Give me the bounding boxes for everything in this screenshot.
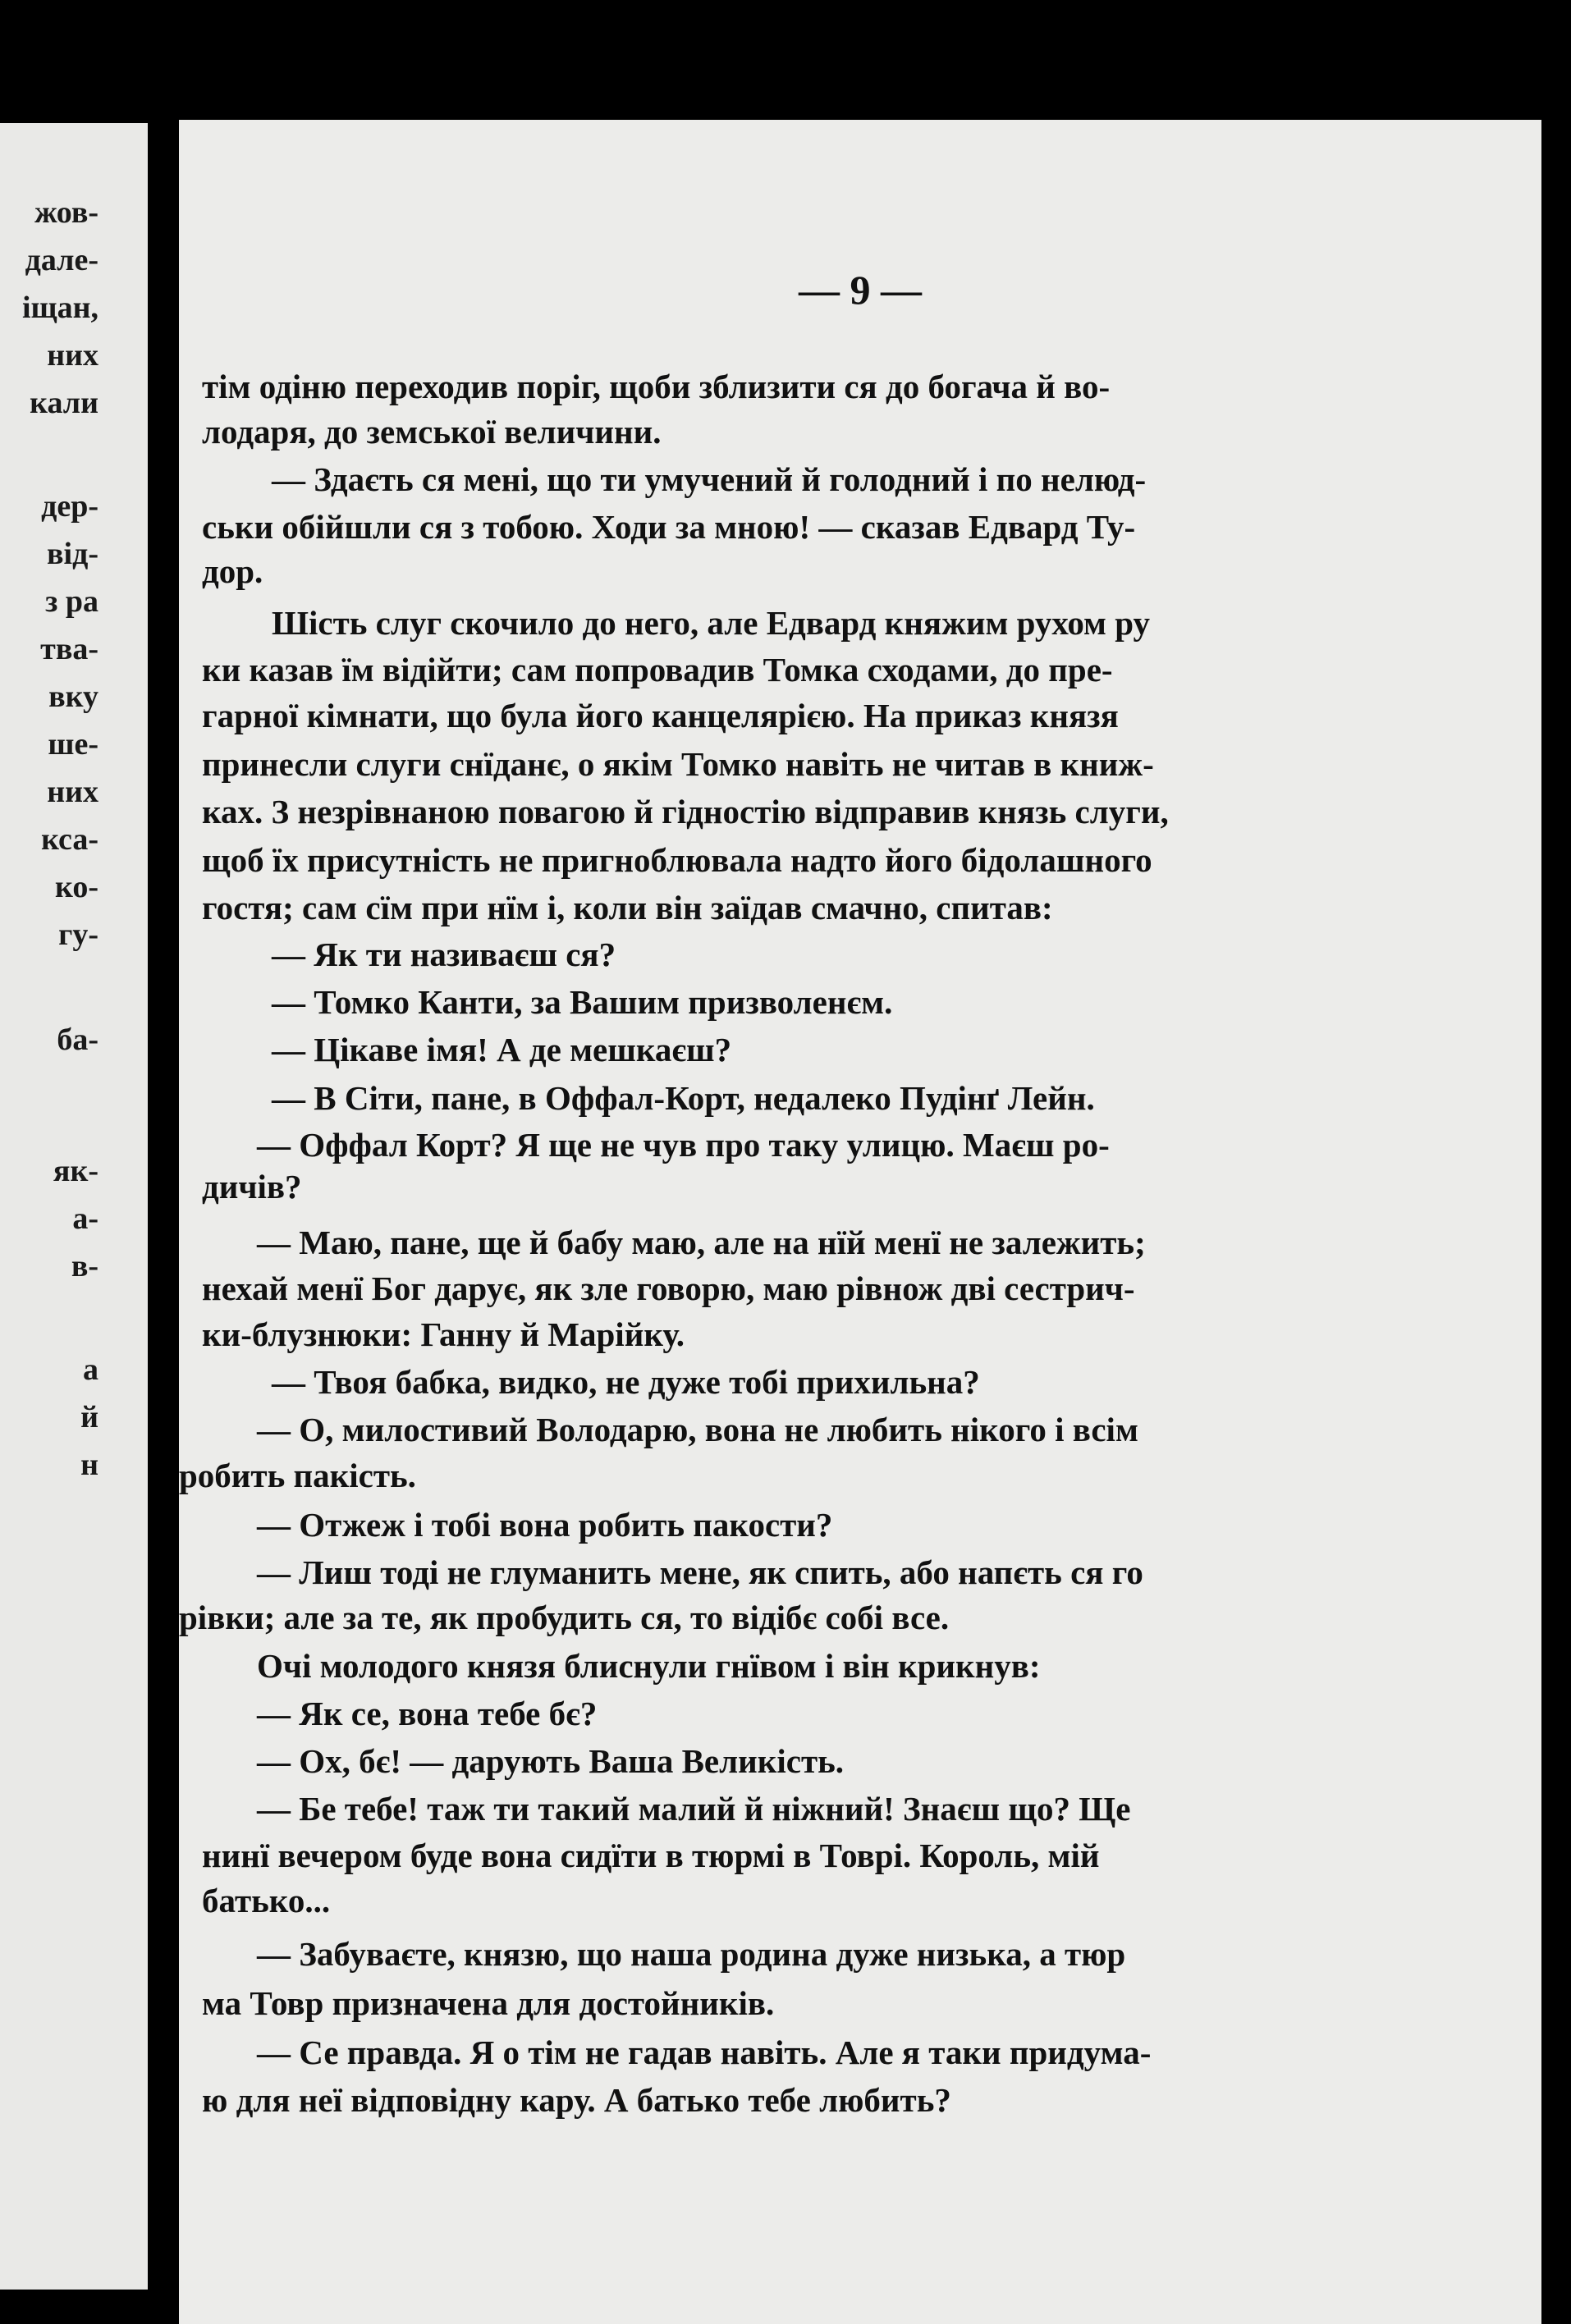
text-line: ма Товр призначена для достойників.: [202, 1984, 775, 2022]
left-page-line: а: [83, 1352, 98, 1387]
left-page-line: гу-: [58, 917, 98, 952]
text-line: гостя; сам сїм при нїм і, коли він заїдав смачно, спитав:: [202, 889, 1053, 926]
text-line: Очі молодого князя блиснули гнївом і він крикнув:: [257, 1647, 1041, 1685]
left-page-line: в-: [71, 1249, 98, 1283]
page-number: — 9 —: [799, 267, 922, 313]
book-page: [179, 120, 1541, 2324]
text-line: — Як ти називаєш ся?: [272, 936, 616, 973]
text-line: дор.: [202, 552, 263, 590]
text-line: ю для неї відповідну кару. А батько тебе любить?: [202, 2081, 951, 2119]
text-line: Шість слуг скочило до него, але Едвард княжим рухом ру: [272, 604, 1150, 642]
left-page-line: від-: [47, 537, 98, 571]
text-line: нинї вечером буде вона сидїти в тюрмі в Товрі. Король, мій: [202, 1837, 1100, 1874]
text-line: — Се правда. Я о тім не гадав навіть. Але я таки придума-: [257, 2034, 1152, 2071]
left-page-line: ко-: [54, 870, 98, 904]
text-line: щоб їх присутність не пригноблювала надто його бідолашного: [202, 841, 1152, 879]
text-line: — Здаєть ся мені, що ти умучений й голодний і по нелюд-: [272, 460, 1147, 498]
text-line: лодаря, до земської величини.: [202, 413, 662, 451]
text-line: — Твоя бабка, видко, не дуже тобі прихильна?: [272, 1363, 980, 1401]
text-line: ськи обійшли ся з тобою. Ходи за мною! — сказав Едвард Ту-: [202, 508, 1136, 546]
left-page-line: ше-: [48, 727, 98, 762]
text-line: — Бе тебе! таж ти такий малий й ніжний! Знаєш що? Ще: [257, 1790, 1131, 1828]
text-line: нехай менї Бог дарує, як зле говорю, маю рівнож дві сестрич-: [202, 1270, 1135, 1307]
left-page-line: них: [47, 775, 98, 809]
text-line: принесли слуги снїданє, о якім Томко навіть не читав в книж-: [202, 745, 1154, 783]
text-line: — Забуваєте, князю, що наша родина дуже низька, а тюр: [257, 1935, 1126, 1973]
text-line: рівки; але за те, як пробудить ся, то відібє собі все.: [179, 1599, 950, 1636]
left-page-line: дер-: [41, 489, 98, 524]
text-line: робить пакість.: [179, 1457, 416, 1494]
left-page-line: н: [80, 1448, 98, 1482]
left-page-fragment: [0, 123, 148, 2290]
text-line: — Оффал Корт? Я ще не чув про таку улицю. Маєш ро-: [257, 1126, 1110, 1164]
text-line: — О, милостивий Володарю, вона не любить нікого і всім: [257, 1411, 1138, 1448]
left-page-line: ба-: [57, 1022, 98, 1057]
left-page-line: й: [80, 1400, 98, 1434]
text-line: ки-блузнюки: Ганну й Марійку.: [202, 1315, 685, 1353]
text-line: — В Сіти, пане, в Оффал-Корт, недалеко Пудінґ Лейн.: [272, 1079, 1095, 1117]
left-page-line: а-: [72, 1201, 98, 1236]
text-line: гарної кімнати, що була його канцелярією. На приказ князя: [202, 697, 1119, 734]
text-line: батько...: [202, 1882, 331, 1919]
text-line: — Отжеж і тобі вона робить пакости?: [257, 1506, 833, 1544]
left-page-line: жов-: [34, 195, 98, 230]
text-line: — Цікаве імя! А де мешкаєш?: [272, 1031, 732, 1068]
text-line: — Томко Канти, за Вашим призволенєм.: [272, 983, 893, 1021]
text-line: ки казав їм відійти; сам попровадив Томка сходами, до пре-: [202, 651, 1113, 689]
left-page-line: з ра: [45, 584, 98, 619]
left-page-line: іщан,: [21, 290, 98, 325]
text-line: — Як се, вона тебе бє?: [257, 1695, 598, 1732]
text-line: дичів?: [202, 1168, 302, 1205]
left-page-line: тва-: [40, 632, 98, 666]
left-page-line: вку: [48, 679, 98, 714]
left-page-line: як-: [53, 1154, 98, 1188]
left-page-line: дале-: [25, 243, 98, 277]
left-page-line: кса-: [41, 822, 98, 857]
text-line: — Ох, бє! — дарують Ваша Великість.: [257, 1742, 845, 1780]
text-line: — Маю, пане, ще й бабу маю, але на нїй менї не залежить;: [257, 1224, 1146, 1261]
text-line: — Лиш тоді не глуманить мене, як спить, або напєть ся го: [257, 1553, 1143, 1591]
text-line: ках. З незрівнаною повагою й гідностію відправив князь слуги,: [202, 793, 1169, 830]
left-page-line: них: [47, 338, 98, 373]
left-page-line: кали: [30, 386, 98, 420]
text-line: тім одіню переходив поріг, щоби зблизити ся до богача й во-: [202, 368, 1111, 405]
